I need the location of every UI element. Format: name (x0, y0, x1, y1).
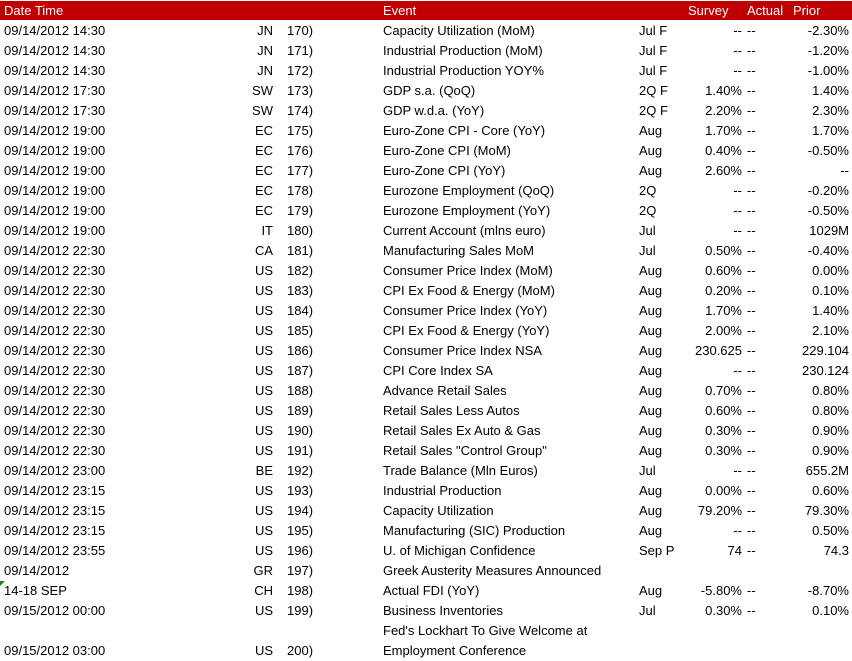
row-date: 09/14/2012 17:30 (4, 103, 106, 118)
row-actual: -- (747, 343, 756, 358)
row-country: US (254, 263, 273, 278)
row-prior: 0.00% (812, 263, 849, 278)
table-row[interactable] (0, 181, 852, 201)
row-country: US (254, 343, 273, 358)
table-row[interactable] (0, 401, 852, 421)
row-prior: 2.30% (812, 103, 849, 118)
row-event: Consumer Price Index (YoY) (383, 303, 548, 318)
row-survey: 0.30% (705, 603, 742, 618)
row-number: 184) (287, 303, 314, 318)
row-event: CPI Ex Food & Energy (MoM) (383, 283, 555, 298)
row-period: Aug (639, 583, 663, 598)
row-number: 189) (287, 403, 314, 418)
row-country: US (254, 503, 273, 518)
row-date: 09/14/2012 23:15 (4, 523, 106, 538)
row-date: 09/14/2012 19:00 (4, 163, 106, 178)
table-row[interactable] (0, 421, 852, 441)
row-date: 09/14/2012 22:30 (4, 263, 106, 278)
row-number: 183) (287, 283, 314, 298)
table-row[interactable] (0, 521, 852, 541)
table-row[interactable] (0, 41, 852, 61)
row-event: Actual FDI (YoY) (383, 583, 480, 598)
row-number: 191) (287, 443, 314, 458)
row-event: GDP w.d.a. (YoY) (383, 103, 485, 118)
row-actual: -- (747, 63, 756, 78)
row-prior: 0.80% (812, 383, 849, 398)
row-prior: 1.40% (812, 83, 849, 98)
row-country: US (254, 443, 273, 458)
row-survey: -- (733, 523, 742, 538)
row-period: 2Q F (639, 103, 668, 118)
table-row[interactable] (0, 141, 852, 161)
row-country: US (254, 543, 273, 558)
row-number: 192) (287, 463, 314, 478)
row-date: 09/14/2012 19:00 (4, 183, 106, 198)
row-country: JN (257, 23, 273, 38)
row-actual: -- (747, 103, 756, 118)
row-prior: 74.3 (823, 543, 849, 558)
row-number: 177) (287, 163, 314, 178)
table-row[interactable] (0, 241, 852, 261)
row-period: 2Q (639, 183, 657, 198)
row-actual: -- (747, 463, 756, 478)
row-number: 172) (287, 63, 314, 78)
row-period: Aug (639, 143, 663, 158)
row-survey: 230.625 (695, 343, 742, 358)
row-number: 180) (287, 223, 314, 238)
row-number: 174) (287, 103, 314, 118)
row-survey: -- (733, 183, 742, 198)
row-prior: 2.10% (812, 323, 849, 338)
row-event: Retail Sales Ex Auto & Gas (383, 423, 541, 438)
table-row[interactable] (0, 261, 852, 281)
row-event: Euro-Zone CPI (MoM) (383, 143, 511, 158)
row-period: Aug (639, 343, 663, 358)
row-event: Eurozone Employment (YoY) (383, 203, 551, 218)
table-row[interactable] (0, 221, 852, 241)
row-country: CA (254, 243, 273, 258)
row-event: Capacity Utilization (MoM) (383, 23, 535, 38)
row-country: US (254, 643, 273, 658)
table-row[interactable] (0, 341, 852, 361)
row-prior: -0.50% (807, 203, 849, 218)
row-number: 187) (287, 363, 314, 378)
row-event: Retail Sales "Control Group" (383, 443, 547, 458)
row-survey: -- (733, 23, 742, 38)
row-actual: -- (747, 483, 756, 498)
row-period: Aug (639, 163, 663, 178)
row-actual: -- (747, 543, 756, 558)
row-date: 09/14/2012 22:30 (4, 323, 106, 338)
row-prior: 0.90% (812, 443, 849, 458)
row-number: 182) (287, 263, 314, 278)
row-actual: -- (747, 603, 756, 618)
row-number: 176) (287, 143, 314, 158)
row-event: Industrial Production (MoM) (383, 43, 543, 58)
header-event: Event (383, 3, 417, 18)
table-row[interactable] (0, 201, 852, 221)
row-date: 09/14/2012 23:15 (4, 503, 106, 518)
table-row[interactable] (0, 61, 852, 81)
table-row[interactable] (0, 81, 852, 101)
row-period: Aug (639, 283, 663, 298)
row-country: US (254, 303, 273, 318)
row-event: Trade Balance (Mln Euros) (383, 463, 538, 478)
row-number: 195) (287, 523, 314, 538)
row-prior: 1.40% (812, 303, 849, 318)
row-country: EC (254, 203, 273, 218)
row-period: Jul F (639, 63, 668, 78)
row-country: JN (257, 43, 273, 58)
row-prior: -0.40% (807, 243, 849, 258)
row-prior: -0.50% (807, 143, 849, 158)
row-prior: 0.10% (812, 603, 849, 618)
table-row[interactable] (0, 281, 852, 301)
row-survey: -- (733, 203, 742, 218)
row-event: Consumer Price Index (MoM) (383, 263, 553, 278)
table-row[interactable] (0, 381, 852, 401)
table-row[interactable] (0, 321, 852, 341)
row-date: 09/14/2012 23:15 (4, 483, 106, 498)
row-period: Aug (639, 443, 663, 458)
row-actual: -- (747, 123, 756, 138)
row-period: Jul F (639, 23, 668, 38)
header-prior: Prior (793, 3, 821, 18)
row-number: 185) (287, 323, 314, 338)
row-country: US (254, 603, 273, 618)
row-number: 198) (287, 583, 314, 598)
row-country: GR (253, 563, 273, 578)
row-date: 09/14/2012 22:30 (4, 383, 106, 398)
table-row[interactable] (0, 21, 852, 41)
table-row[interactable] (0, 161, 852, 181)
row-survey: 2.60% (705, 163, 742, 178)
row-survey: 2.20% (705, 103, 742, 118)
row-survey: 1.70% (705, 123, 742, 138)
cell-comment-indicator-icon (0, 581, 5, 586)
row-country: US (254, 403, 273, 418)
row-survey: 0.30% (705, 423, 742, 438)
row-number: 179) (287, 203, 314, 218)
row-date: 09/14/2012 22:30 (4, 443, 106, 458)
table-row[interactable] (0, 581, 852, 601)
row-actual: -- (747, 283, 756, 298)
row-country: US (254, 383, 273, 398)
row-period: Aug (639, 263, 663, 278)
row-prior: -1.20% (807, 43, 849, 58)
row-actual: -- (747, 323, 756, 338)
row-country: SW (252, 103, 273, 118)
row-date: 09/14/2012 22:30 (4, 423, 106, 438)
row-date: 09/14/2012 22:30 (4, 403, 106, 418)
row-prior: 0.50% (812, 523, 849, 538)
row-date: 09/14/2012 19:00 (4, 203, 106, 218)
row-survey: 1.40% (705, 83, 742, 98)
row-event: Employment Conference (383, 643, 527, 658)
row-actual: -- (747, 143, 756, 158)
row-prior: 655.2M (805, 463, 849, 478)
row-event: Business Inventories (383, 603, 503, 618)
row-event: GDP s.a. (QoQ) (383, 83, 476, 98)
row-date: 09/15/2012 03:00 (4, 643, 106, 658)
row-survey: -- (733, 43, 742, 58)
header-row (0, 1, 852, 20)
row-actual: -- (747, 583, 756, 598)
row-country: US (254, 363, 273, 378)
row-country: EC (254, 123, 273, 138)
row-survey: 0.60% (705, 403, 742, 418)
row-period: Aug (639, 363, 663, 378)
row-actual: -- (747, 503, 756, 518)
row-actual: -- (747, 163, 756, 178)
table-row[interactable] (0, 441, 852, 461)
row-date: 09/14/2012 22:30 (4, 283, 106, 298)
table-row[interactable] (0, 641, 852, 661)
row-date: 09/14/2012 (4, 563, 70, 578)
row-date: 09/14/2012 14:30 (4, 23, 106, 38)
row-country: BE (255, 463, 273, 478)
row-survey: -- (733, 363, 742, 378)
row-country: JN (257, 63, 273, 78)
row-date: 09/14/2012 23:55 (4, 543, 106, 558)
row-number: 171) (287, 43, 314, 58)
row-number: 190) (287, 423, 314, 438)
row-date: 09/14/2012 17:30 (4, 83, 106, 98)
header-survey: Survey (688, 3, 729, 18)
table-row[interactable] (0, 621, 852, 641)
row-number: 197) (287, 563, 314, 578)
row-survey: 0.20% (705, 283, 742, 298)
row-number: 186) (287, 343, 314, 358)
row-period: Sep P (639, 543, 675, 558)
row-period: Aug (639, 123, 663, 138)
row-date: 09/14/2012 14:30 (4, 63, 106, 78)
row-country: SW (252, 83, 273, 98)
row-date: 09/14/2012 22:30 (4, 303, 106, 318)
row-period: Jul (639, 463, 656, 478)
row-survey: 0.00% (705, 483, 742, 498)
row-prior: -- (840, 163, 849, 178)
row-period: Jul F (639, 43, 668, 58)
table-row[interactable] (0, 481, 852, 501)
row-survey: 0.60% (705, 263, 742, 278)
row-actual: -- (747, 303, 756, 318)
row-period: Aug (639, 483, 663, 498)
row-actual: -- (747, 523, 756, 538)
row-date: 09/14/2012 19:00 (4, 223, 106, 238)
row-period: Aug (639, 423, 663, 438)
row-event: Manufacturing (SIC) Production (383, 523, 566, 538)
table-row[interactable] (0, 461, 852, 481)
row-prior: -8.70% (807, 583, 849, 598)
row-event: Capacity Utilization (383, 503, 494, 518)
table-row[interactable] (0, 361, 852, 381)
row-date: 09/14/2012 14:30 (4, 43, 106, 58)
row-survey: 1.70% (705, 303, 742, 318)
row-survey: 79.20% (697, 503, 742, 518)
row-event: Manufacturing Sales MoM (383, 243, 535, 258)
row-event: CPI Ex Food & Energy (YoY) (383, 323, 550, 338)
row-date: 09/15/2012 00:00 (4, 603, 106, 618)
row-country: CH (254, 583, 273, 598)
row-survey: -- (733, 223, 742, 238)
table-row[interactable] (0, 121, 852, 141)
row-prior: 0.90% (812, 423, 849, 438)
row-actual: -- (747, 403, 756, 418)
row-prior: -0.20% (807, 183, 849, 198)
row-actual: -- (747, 363, 756, 378)
row-period: 2Q F (639, 83, 668, 98)
row-country: US (254, 283, 273, 298)
row-actual: -- (747, 423, 756, 438)
row-prior: 0.80% (812, 403, 849, 418)
row-date: 09/14/2012 19:00 (4, 123, 106, 138)
row-number: 194) (287, 503, 314, 518)
row-survey: 0.70% (705, 383, 742, 398)
row-number: 178) (287, 183, 314, 198)
row-prior: 79.30% (804, 503, 849, 518)
row-country: IT (261, 223, 273, 238)
row-event: Euro-Zone CPI - Core (YoY) (383, 123, 546, 138)
row-prior: -2.30% (807, 23, 849, 38)
row-date: 09/14/2012 22:30 (4, 363, 106, 378)
row-date: 09/14/2012 22:30 (4, 243, 106, 258)
row-period: Aug (639, 403, 663, 418)
row-number: 196) (287, 543, 314, 558)
row-period: 2Q (639, 203, 657, 218)
row-period: Aug (639, 323, 663, 338)
row-prior: 1029M (809, 223, 849, 238)
row-country: EC (254, 183, 273, 198)
row-event: U. of Michigan Confidence (383, 543, 536, 558)
row-event: Eurozone Employment (QoQ) (383, 183, 555, 198)
row-number: 200) (287, 643, 314, 658)
row-survey: 0.40% (705, 143, 742, 158)
row-actual: -- (747, 243, 756, 258)
table-row[interactable] (0, 501, 852, 521)
row-number: 175) (287, 123, 314, 138)
row-number: 173) (287, 83, 314, 98)
row-actual: -- (747, 203, 756, 218)
row-period: Aug (639, 383, 663, 398)
row-number: 181) (287, 243, 314, 258)
row-event: Euro-Zone CPI (YoY) (383, 163, 506, 178)
row-survey: 2.00% (705, 323, 742, 338)
row-date: 14-18 SEP (4, 583, 67, 598)
row-date: 09/14/2012 19:00 (4, 143, 106, 158)
row-prior: 229.104 (802, 343, 849, 358)
row-event: Industrial Production (383, 483, 502, 498)
row-actual: -- (747, 23, 756, 38)
row-event: Advance Retail Sales (383, 383, 507, 398)
row-event: Retail Sales Less Autos (383, 403, 520, 418)
header-actual: Actual (747, 3, 784, 18)
row-number: 193) (287, 483, 314, 498)
row-event: Current Account (mlns euro) (383, 223, 546, 238)
row-prior: 1.70% (812, 123, 849, 138)
row-survey: -5.80% (700, 583, 742, 598)
row-prior: 0.10% (812, 283, 849, 298)
row-event: Fed's Lockhart To Give Welcome at (383, 623, 588, 638)
row-actual: -- (747, 83, 756, 98)
row-actual: -- (747, 383, 756, 398)
row-country: EC (254, 163, 273, 178)
row-number: 188) (287, 383, 314, 398)
row-country: EC (254, 143, 273, 158)
row-number: 170) (287, 23, 314, 38)
row-period: Aug (639, 303, 663, 318)
header-date-time: Date Time (4, 3, 64, 18)
table-row[interactable] (0, 541, 852, 561)
row-number: 199) (287, 603, 314, 618)
row-country: US (254, 523, 273, 538)
row-country: US (254, 423, 273, 438)
row-actual: -- (747, 43, 756, 58)
row-actual: -- (747, 443, 756, 458)
row-date: 09/14/2012 23:00 (4, 463, 106, 478)
row-period: Jul (639, 243, 656, 258)
row-event: Greek Austerity Measures Announced (383, 563, 602, 578)
row-period: Jul (639, 223, 656, 238)
row-country: US (254, 483, 273, 498)
row-event: Industrial Production YOY% (383, 63, 544, 78)
row-date: 09/14/2012 22:30 (4, 343, 106, 358)
table-row[interactable] (0, 561, 852, 581)
row-period: Aug (639, 503, 663, 518)
row-survey: -- (733, 463, 742, 478)
row-event: CPI Core Index SA (383, 363, 493, 378)
row-event: Consumer Price Index NSA (383, 343, 542, 358)
row-period: Aug (639, 523, 663, 538)
row-actual: -- (747, 263, 756, 278)
table-row[interactable] (0, 301, 852, 321)
table-row[interactable] (0, 601, 852, 621)
row-survey: -- (733, 63, 742, 78)
row-prior: -1.00% (807, 63, 849, 78)
row-survey: 0.30% (705, 443, 742, 458)
row-country: US (254, 323, 273, 338)
row-actual: -- (747, 223, 756, 238)
row-prior: 0.60% (812, 483, 849, 498)
row-survey: 74 (727, 543, 742, 558)
row-prior: 230.124 (802, 363, 849, 378)
row-survey: 0.50% (705, 243, 742, 258)
row-actual: -- (747, 183, 756, 198)
row-period: Jul (639, 603, 656, 618)
table-row[interactable] (0, 101, 852, 121)
